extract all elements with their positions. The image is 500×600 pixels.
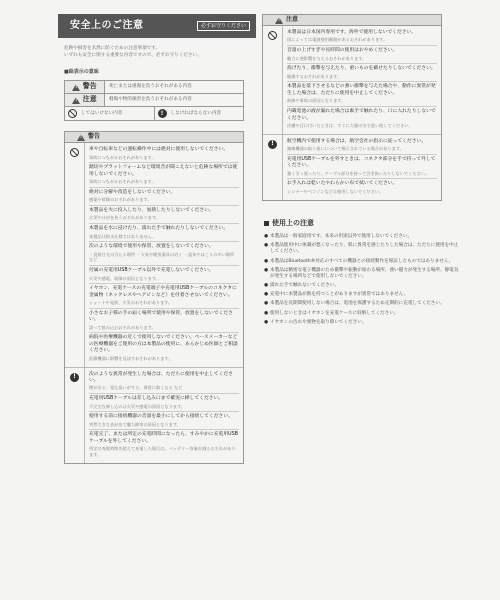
caution-item xyxy=(287,28,437,46)
intro-line: いずれも安全に関する重要な内容ですので、必ずお守りください。 xyxy=(64,53,202,59)
legend-table xyxy=(64,80,244,121)
caution-item xyxy=(89,163,239,188)
caution-item xyxy=(287,137,437,155)
item-heading: 本製品を火に投入したり、加熱したりしないでください。 xyxy=(89,208,214,214)
item-detail: 無線機器の取り扱いについて指示されている場合があります。 xyxy=(287,146,404,152)
item-detail: シンナーやベンジンなどは使用しないでください。 xyxy=(287,188,384,194)
item-detail: 故障や事故の原因となります。 xyxy=(287,98,346,104)
caution-item xyxy=(89,242,239,266)
warning-must-list xyxy=(85,368,243,463)
item-detail: 皮膚や目に付いたときは、すぐに大量の水で洗い流してください。 xyxy=(287,122,413,128)
item-heading: 踏切やプラットフォームなど環境音が聞こえないと危険な場所では使用しないでください。 xyxy=(89,165,238,177)
item-heading: 航空機内で使用する場合は、航空会社の指示に従ってください。 xyxy=(287,138,427,144)
must-icon: ! xyxy=(158,109,167,118)
bullet-icon: ● xyxy=(264,258,269,264)
square-bullet-icon xyxy=(264,221,269,226)
item-heading: 音量の上げすぎや長時間の使用はおやめください。 xyxy=(287,48,398,54)
item-detail: 強く引っ張ったり、ケーブル部分を持って引き抜いたりしないでください。 xyxy=(287,170,430,176)
page-title: 安全上のご注意 xyxy=(70,20,144,32)
item-heading: 充電用USBケーブルは差し込み口まで確実に挿してください。 xyxy=(89,396,224,402)
item-detail: 感電や故障のおそれがあります。 xyxy=(89,197,152,203)
item-heading: イヤホン、充電ケースの充電端子や充電用USBケーブルのコネクタに金属物（ネックレスやヘアピンなど）を付着させないでください。 xyxy=(89,286,237,298)
notes-list xyxy=(262,234,460,326)
note-item xyxy=(264,268,460,280)
note-item xyxy=(264,283,460,289)
legend-caution-label: 注意 xyxy=(82,95,97,104)
item-heading: 付属の充電用USBケーブル以外で充電しないでください。 xyxy=(89,268,214,274)
item-heading: 充電完了、または所定の充電時間になったら、すみやかに充電用USBケーブルを外してください。 xyxy=(89,432,238,444)
caution-heading: 注意 xyxy=(286,15,299,23)
note-item xyxy=(264,243,460,255)
bullet-icon: ● xyxy=(264,267,269,273)
bullet-icon: ● xyxy=(264,301,269,307)
caution-must-list xyxy=(283,135,441,200)
note-item xyxy=(264,259,460,265)
caution-item xyxy=(287,107,437,131)
title-bar xyxy=(58,14,256,38)
item-detail: 事故につながるおそれがあります。 xyxy=(89,154,156,160)
caution-item xyxy=(287,155,437,180)
caution-item xyxy=(89,145,239,163)
note-text: 濡れた手で触れないでください。 xyxy=(270,283,339,289)
note-item xyxy=(264,292,460,298)
note-text: 本製品使用中に体調が悪くなったり、肌に異常を感じたりした場合は、ただちに使用を中止してください。 xyxy=(270,243,459,255)
item-heading: 本製品を水に浸けたり、濡れた手で触れたりしないでください。 xyxy=(89,226,229,232)
warning-heading: 警告 xyxy=(88,133,101,141)
prohibit-icon xyxy=(70,148,79,157)
item-heading: 充電用USBケーブルを外すときは、コネクタ部分を手で持って外してください。 xyxy=(287,156,436,169)
bullet-icon: ● xyxy=(264,310,269,316)
item-detail: 煙が出る、変な臭いがする、異常に熱くなる など xyxy=(89,385,183,391)
item-detail: 事故につながるおそれがあります。 xyxy=(89,179,156,185)
bullet-icon: ● xyxy=(264,243,269,249)
warning-triangle-icon xyxy=(77,134,85,141)
item-heading: 投げたり、衝撃を与えたり、重いものを載せたりしないでください。 xyxy=(287,66,436,72)
item-detail: 本製品は防水仕様ではありません。 xyxy=(89,233,157,239)
bullet-icon: ● xyxy=(264,283,269,289)
bullet-icon: ● xyxy=(264,319,269,325)
item-heading: 本製品は日本国内専用です。海外で使用しないでください。 xyxy=(287,30,417,35)
caution-item xyxy=(89,412,239,430)
caution-prohibit-list xyxy=(283,26,441,134)
prohibit-icon xyxy=(68,109,77,118)
warning-prohibit-list xyxy=(85,143,243,366)
legend-warning-desc: 死亡または重傷を負うおそれがある内容 xyxy=(109,84,192,90)
caution-item xyxy=(89,224,239,242)
item-heading: 本製品を落下させるなどの強い衝撃を与えた場合や、動作に異常が発生した場合は、ただちに使用を中止してください。 xyxy=(287,84,436,96)
caution-item xyxy=(287,64,437,82)
must-icon: ! xyxy=(70,373,79,382)
item-detail: 火災やけがを負うおそれがあります。 xyxy=(89,215,160,221)
warning-section xyxy=(64,131,244,464)
note-item xyxy=(264,234,460,240)
caution-item xyxy=(89,370,239,395)
caution-triangle-icon xyxy=(72,97,80,104)
note-item xyxy=(264,301,460,307)
bullet-icon: ● xyxy=(264,292,269,298)
note-item xyxy=(264,311,460,317)
item-heading: 次のような環境で使用や保管、放置をしないでください。 xyxy=(89,244,214,250)
caution-item xyxy=(89,333,239,363)
legend-warning-label: 警告 xyxy=(82,82,97,91)
caution-item xyxy=(89,430,239,459)
intro xyxy=(64,46,256,59)
caution-section xyxy=(262,14,442,201)
intro-line: 危険や損害を未然に防ぐための注意事項です。 xyxy=(64,46,161,51)
item-heading: 絶対に分解や改造をしないでください。 xyxy=(89,189,176,195)
note-text: 本製品は一般家庭用です。本来の用途以外で使用しないでください。 xyxy=(270,233,413,239)
item-heading: 使用する前に接続機器の音量を最小にしてから接続してください。 xyxy=(89,414,233,420)
caution-item xyxy=(89,284,239,309)
note-item xyxy=(264,320,460,326)
warning-triangle-icon xyxy=(72,84,80,91)
left-page xyxy=(58,14,256,464)
caution-item xyxy=(287,46,437,64)
bullet-icon: ● xyxy=(264,233,269,239)
title-badge: 必ずお守りください xyxy=(197,21,250,32)
notes-heading: 使用上の注意 xyxy=(272,218,314,227)
caution-item xyxy=(89,266,239,284)
item-detail: 破損するおそれがあります。 xyxy=(287,73,342,79)
note-text: 本製品を長期間使用しない場合は、電池を保護するため定期的に充電してください。 xyxy=(270,301,445,307)
caution-item xyxy=(287,82,437,107)
item-detail: 突然大きな音が出て聴力障害の原因となります。 xyxy=(89,421,181,427)
item-detail: 医療機器に影響を及ぼすおそれがあります。 xyxy=(89,355,173,361)
caution-item xyxy=(89,394,239,412)
caution-item xyxy=(287,179,437,196)
item-detail: ショートや発熱、火災のおそれがあります。 xyxy=(89,300,173,306)
item-detail: 誤って飲み込むおそれがあります。 xyxy=(89,324,156,330)
item-heading: 車や自転車などの運転操作中には絶対に使用しないでください。 xyxy=(89,147,229,153)
note-text: 使用しないときはイヤホンを充電ケースに収納してください。 xyxy=(270,310,399,316)
legend-must: しなければならない内容 xyxy=(170,110,222,116)
note-text: 充電中に本製品が熱を持つことがありますが異常ではありません。 xyxy=(270,292,409,298)
item-detail: 国によっては電波使用制限があるおそれがあります。 xyxy=(287,37,388,43)
item-heading: お手入れは乾いたやわらかい布で拭いてください。 xyxy=(287,181,398,187)
note-text: イヤホンの汚れや異物を取り除いてください。 xyxy=(270,319,367,325)
legend-caution-desc: 軽傷や物的損害を負うおそれがある内容 xyxy=(109,97,192,103)
item-heading: 病院や医療機器の近くで使用しないでください。ペースメーカーなどの医療機器をご使用の方は本製品の使用に、あらかじめ医師とご相談ください。 xyxy=(89,335,238,354)
item-heading: 内蔵電池の液が漏れた場合は素手で触れたり、口に入れたりしないでください。 xyxy=(287,109,436,121)
caution-item xyxy=(89,188,239,206)
must-icon: ! xyxy=(268,140,277,149)
caution-triangle-icon xyxy=(275,17,283,24)
item-heading: 小さなお子様の手の届く場所で使用や保管、放置をしないでください。 xyxy=(89,310,233,323)
item-detail: 不完全な挿し込みは火災や感電の原因となります。 xyxy=(89,403,185,409)
prohibit-icon xyxy=(268,31,277,40)
item-heading: 次のような異常が発生した場合は、ただちに使用を中止してください。 xyxy=(89,371,233,384)
caution-item xyxy=(89,309,239,334)
item-detail: 所定の充電時間を超えて充電した場合は、バッテリー容量が減るおそれがあります。 xyxy=(89,446,236,458)
legend-prohibit: してはいけない内容 xyxy=(81,110,123,116)
item-detail: 聴力に悪影響を与えるおそれがあります。 xyxy=(287,55,367,61)
item-detail: 火災や感電、故障の原因となります。 xyxy=(89,275,160,281)
notes-heading-row xyxy=(264,219,460,228)
item-detail: ・直射日光の当たる場所 ・火気や暖房器具の近く ・湿気やほこりの多い場所 など xyxy=(89,251,235,263)
note-text: 本製品は精密な電子機器のため衝撃や振動が加わる場所、強い磁力が発生する場所、静電気が発生する場所などで使用しないでください。 xyxy=(270,267,459,279)
right-page xyxy=(262,14,460,329)
note-text: 本製品はBluetooth®対応のすべての機器との接続動作を保証したものではありません。 xyxy=(270,258,454,264)
legend-heading: ■絵表示の意味 xyxy=(64,69,99,76)
caution-item xyxy=(89,206,239,224)
